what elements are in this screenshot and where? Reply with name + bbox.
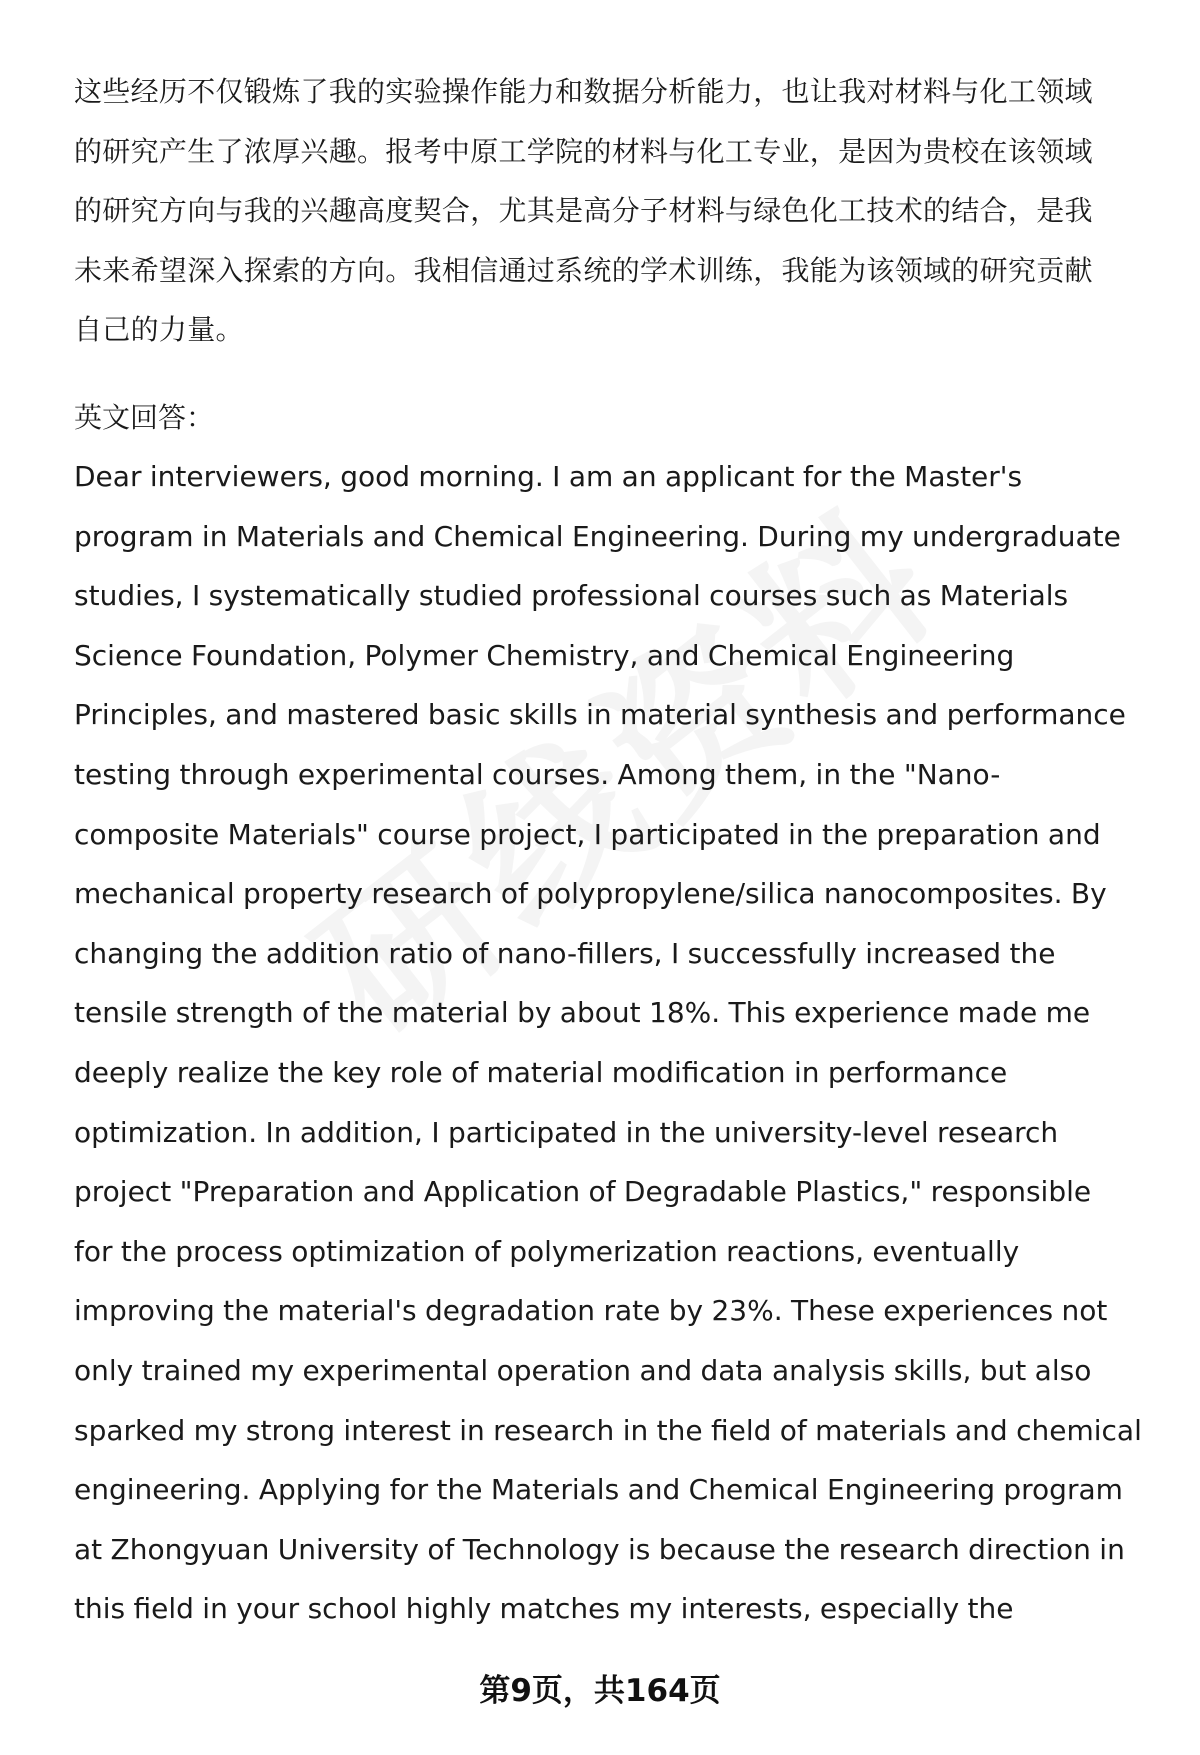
page-content <box>74 62 1159 1639</box>
page-number: 第9页，共164页 <box>479 1673 721 1709</box>
text-line: composite Materials" course project, I participated in the preparation and <box>74 817 1101 851</box>
text-line: Principles, and mastered basic skills in material synthesis and performance <box>74 698 1126 732</box>
text-line: optimization. In addition, I participated in the university-level research <box>74 1115 1059 1149</box>
text-line: this field in your school highly matches my interests, especially the <box>74 1592 1014 1626</box>
english-answer-label: 英文回答： <box>74 400 215 434</box>
text-line: 的研究产生了浓厚兴趣。报考中原工学院的材料与化工专业，是因为贵校在该领域 <box>74 134 1093 168</box>
text-line: only trained my experimental operation and data analysis skills, but also <box>74 1353 1092 1387</box>
text-line: testing through experimental courses. Among them, in the "Nano- <box>74 757 1001 791</box>
text-line: 自己的力量。 <box>74 313 244 346</box>
text-line: changing the addition ratio of nano-fillers, I successfully increased the <box>74 936 1056 970</box>
text-line: engineering. Applying for the Materials and Chemical Engineering program <box>74 1473 1123 1507</box>
text-line: 这些经历不仅锻炼了我的实验操作能力和数据分析能力，也让我对材料与化工领域 <box>74 75 1093 108</box>
chinese-paragraph <box>74 62 1159 360</box>
text-line: mechanical property research of polypropylene/silica nanocomposites. By <box>74 877 1107 911</box>
text-line: tensile strength of the material by about 18%. This experience made me <box>74 996 1091 1030</box>
text-line: sparked my strong interest in research in the field of materials and chemical <box>74 1413 1142 1447</box>
text-line: Science Foundation, Polymer Chemistry, and Chemical Engineering <box>74 638 1015 672</box>
text-line: deeply realize the key role of material modification in performance <box>74 1055 1008 1089</box>
english-paragraph <box>74 447 1159 1639</box>
text-line: Dear interviewers, good morning. I am an applicant for the Master's <box>74 460 1023 493</box>
text-line: improving the material's degradation rate by 23%. These experiences not <box>74 1294 1108 1328</box>
text-line: program in Materials and Chemical Engineering. During my undergraduate <box>74 519 1121 553</box>
text-line: project "Preparation and Application of Degradable Plastics," responsible <box>74 1175 1092 1209</box>
text-line: 未来希望深入探索的方向。我相信通过系统的学术训练，我能为该领域的研究贡献 <box>74 253 1093 287</box>
text-line: studies, I systematically studied professional courses such as Materials <box>74 579 1069 613</box>
text-line: at Zhongyuan University of Technology is because the research direction in <box>74 1532 1125 1566</box>
text-line: 的研究方向与我的兴趣高度契合，尤其是高分子材料与绿色化工技术的结合，是我 <box>74 194 1093 227</box>
text-line: for the process optimization of polymerization reactions, eventually <box>74 1234 1020 1268</box>
